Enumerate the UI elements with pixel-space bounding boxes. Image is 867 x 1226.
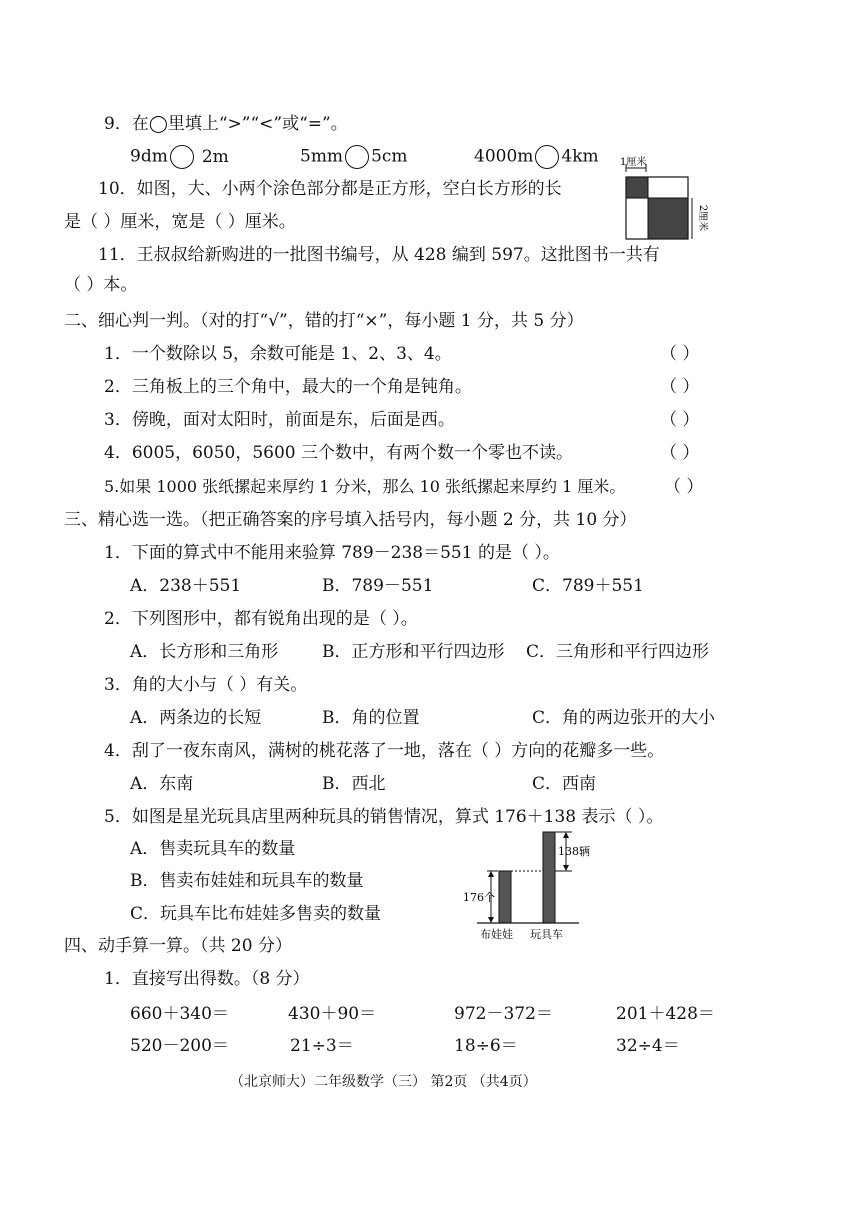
choice-q5-stem: 5．如图是星光玩具店里两种玩具的销售情况，算式 176＋138 表示（ ）。 <box>104 807 664 827</box>
q9-title: 9．在◯里填上“>”“<”或“=”。 <box>104 114 348 134</box>
calc-item: 32÷4＝ <box>616 1036 680 1056</box>
q9-item-2 <box>300 145 408 169</box>
section-4-title: 四、动手算一算。（共 20 分） <box>64 936 292 956</box>
choice-q5-option-b[interactable]: B．售卖布娃娃和玩具车的数量 <box>130 871 364 891</box>
calc-item: 972－372＝ <box>454 1004 553 1024</box>
q9-item-3-left: 4000m <box>474 146 534 167</box>
compare-circle[interactable] <box>170 145 194 169</box>
choice-q3-option-b[interactable]: B．角的位置 <box>322 708 420 728</box>
bar-doll <box>499 871 511 923</box>
judge-item-4: 4．6005，6050，5600 三个数中，有两个数一个零也不读。 <box>104 443 574 463</box>
category-doll: 布娃娃 <box>480 928 513 941</box>
section-2-title: 二、细心判一判。（对的打“√”，错的打“×”，每小题 1 分，共 5 分） <box>64 311 584 331</box>
label-176: 176个 <box>463 891 495 904</box>
choice-q4-option-b[interactable]: B．西北 <box>322 774 386 794</box>
q9-item-1 <box>130 145 229 169</box>
judge-answer-1[interactable]: （ ） <box>660 344 700 364</box>
q11-line2: （ ）本。 <box>64 275 138 295</box>
q9-item-2-right: 5cm <box>371 146 408 167</box>
choice-q3-stem: 3．角的大小与（ ）有关。 <box>104 675 308 695</box>
q10-square-figure <box>616 152 708 244</box>
compare-circle[interactable] <box>345 145 369 169</box>
calc-item: 201＋428＝ <box>616 1004 715 1024</box>
judge-item-5: 5.如果 1000 张纸摞起来厚约 1 分米，那么 10 张纸摞起来厚约 1 厘米。 <box>104 477 626 496</box>
q10-line2: 是（ ）厘米，宽是（ ）厘米。 <box>64 212 296 232</box>
toy-sales-figure <box>460 828 600 946</box>
judge-item-3: 3．傍晚，面对太阳时，前面是东，后面是西。 <box>104 410 455 430</box>
choice-q4-option-a[interactable]: A．东南 <box>130 774 194 794</box>
judge-item-1: 1．一个数除以 5，余数可能是 1、2、3、4。 <box>104 344 452 364</box>
choice-q1-option-a[interactable]: A．238＋551 <box>130 576 242 596</box>
q11-line1: 11．王叔叔给新购进的一批图书编号，从 428 编到 597。这批图书一共有 <box>98 245 660 265</box>
page-footer: （北京师大）二年级数学（三） 第2页 （共4页） <box>230 1074 537 1090</box>
q9-item-1-left: 9dm <box>130 146 168 167</box>
q9-item-3-right: 4km <box>561 146 599 167</box>
calc-item: 21÷3＝ <box>290 1036 354 1056</box>
choice-q1-option-b[interactable]: B．789－551 <box>322 576 434 596</box>
calc-item: 430＋90＝ <box>288 1004 377 1024</box>
section-4-sub1: 1．直接写出得数。（8 分） <box>104 969 310 989</box>
judge-item-2: 2．三角板上的三个角中，最大的一个角是钝角。 <box>104 377 472 397</box>
choice-q2-stem: 2．下列图形中，都有锐角出现的是（ ）。 <box>104 609 418 629</box>
choice-q3-option-a[interactable]: A．两条边的长短 <box>130 708 262 728</box>
choice-q4-option-c[interactable]: C．西南 <box>532 774 597 794</box>
q9-item-2-left: 5mm <box>300 146 344 167</box>
calc-item: 660＋340＝ <box>130 1004 229 1024</box>
choice-q3-option-c[interactable]: C．角的两边张开的大小 <box>532 708 716 728</box>
q10-top-label: 1厘米 <box>620 157 647 168</box>
calc-item: 520－200＝ <box>130 1036 229 1056</box>
judge-answer-2[interactable]: （ ） <box>660 377 700 397</box>
choice-q1-option-c[interactable]: C．789＋551 <box>532 576 644 596</box>
calc-item: 18÷6＝ <box>454 1036 518 1056</box>
choice-q5-option-a[interactable]: A．售卖玩具车的数量 <box>130 839 296 859</box>
section-3-title: 三、精心选一选。（把正确答案的序号填入括号内，每小题 2 分，共 10 分） <box>64 510 637 530</box>
q9-item-1-right: 2m <box>201 146 229 167</box>
compare-circle[interactable] <box>535 145 559 169</box>
label-138: 138辆 <box>558 845 590 858</box>
choice-q2-option-a[interactable]: A．长方形和三角形 <box>130 642 279 662</box>
judge-answer-4[interactable]: （ ） <box>660 443 700 463</box>
choice-q2-option-c[interactable]: C．三角形和平行四边形 <box>526 642 710 662</box>
q9-item-3 <box>474 145 599 169</box>
q10-line1: 10．如图，大、小两个涂色部分都是正方形，空白长方形的长 <box>98 179 562 199</box>
q10-side-label: 2厘米 <box>697 204 708 232</box>
category-toy-car: 玩具车 <box>530 928 563 941</box>
choice-q1-stem: 1．下面的算式中不能用来验算 789－238＝551 的是（ ）。 <box>104 543 560 563</box>
choice-q4-stem: 4．刮了一夜东南风，满树的桃花落了一地，落在（ ）方向的花瓣多一些。 <box>104 741 665 761</box>
choice-q5-option-c[interactable]: C．玩具车比布娃娃多售卖的数量 <box>130 904 382 924</box>
bar-toy-car <box>543 832 555 923</box>
judge-answer-5[interactable]: （ ） <box>664 477 704 497</box>
judge-answer-3[interactable]: （ ） <box>660 410 700 430</box>
choice-q2-option-b[interactable]: B．正方形和平行四边形 <box>322 642 505 662</box>
